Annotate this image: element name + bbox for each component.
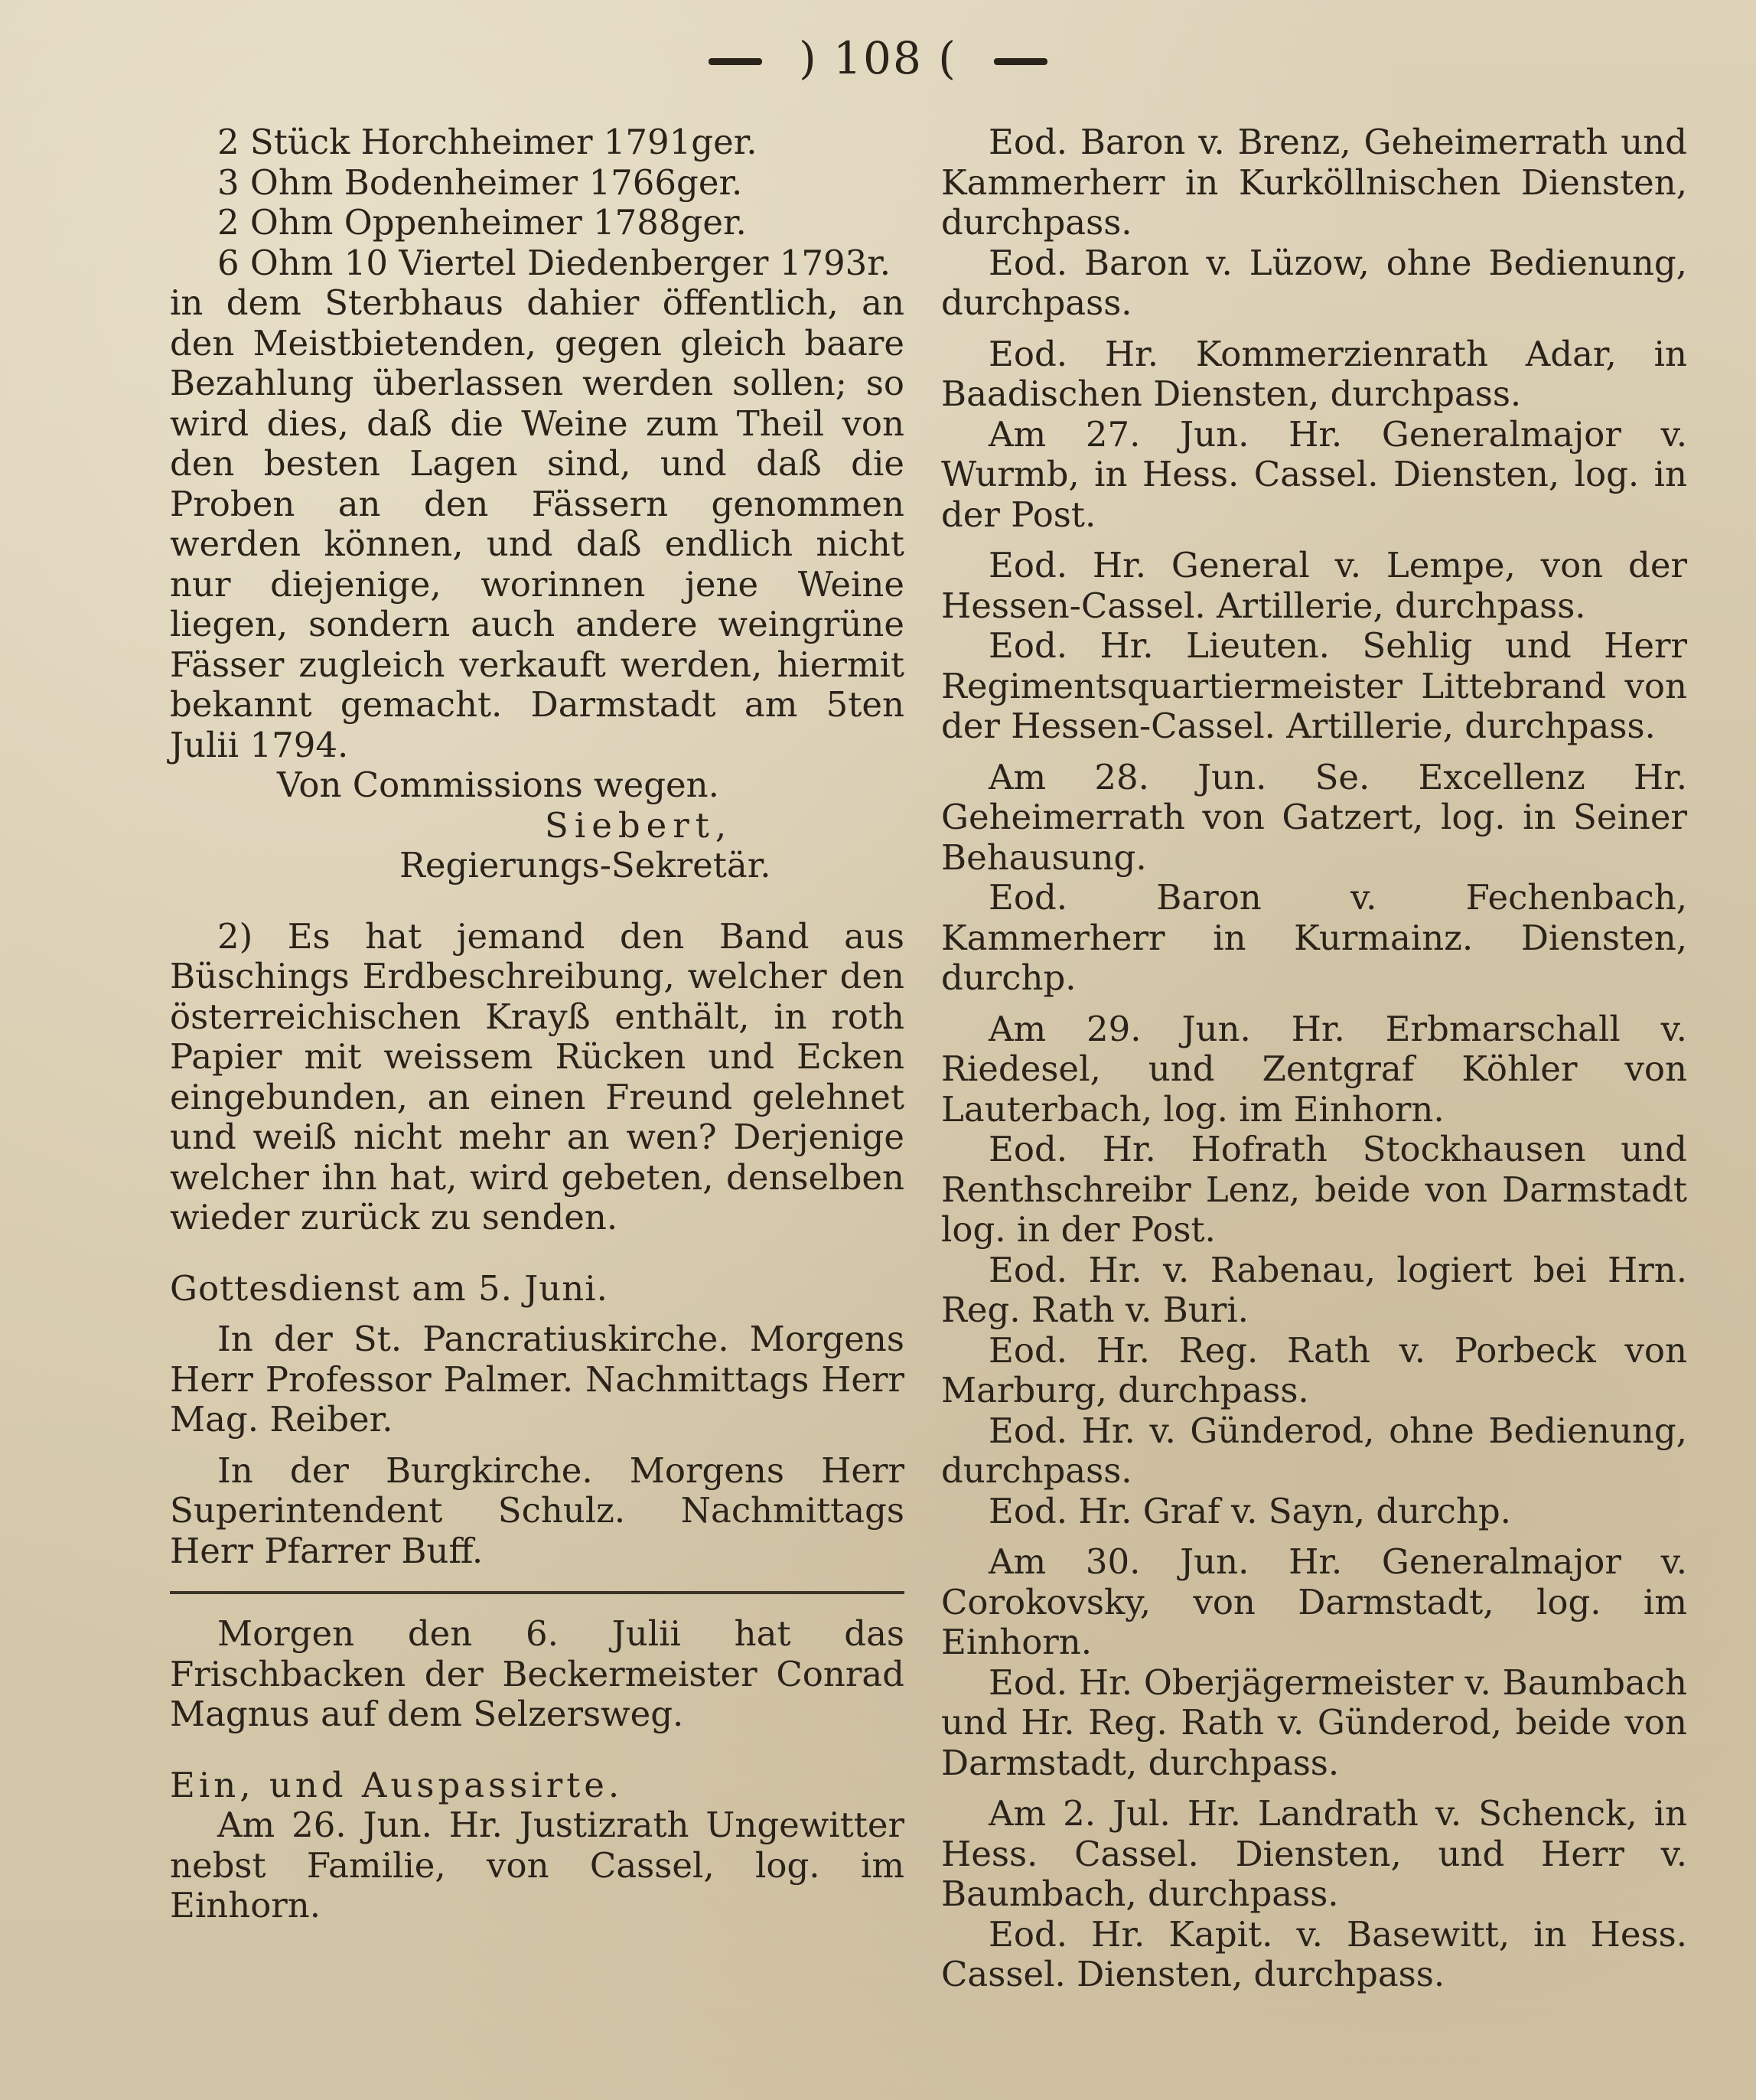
traveler-entry: Am 27. Jun. Hr. Generalmajor v. Wurmb, in Hess. Cassel. Diensten, log. in der Post. <box>941 413 1687 535</box>
traveler-entry: Eod. Hr. Lieuten. Sehlig und Herr Regimentsquartiermeister Littebrand von der Hessen-Cassel. Artillerie, durchpass. <box>941 625 1687 746</box>
header-dash-right <box>994 58 1047 65</box>
travelers-heading: Ein, und Auspassirte. <box>170 1764 624 1805</box>
left-column <box>170 122 904 1926</box>
baker-notice: Morgen den 6. Julii hat das Frischbacken der Beckermeister Conrad Magnus auf dem Selzersweg. <box>170 1613 904 1734</box>
header-dash-left <box>709 58 762 65</box>
traveler-entry: Am 30. Jun. Hr. Generalmajor v. Corokovsky, von Darmstadt, log. im Einhorn. <box>941 1541 1687 1662</box>
wine-list-item: 3 Ohm Bodenheimer 1766ger. <box>217 161 743 203</box>
page-number: ) 108 ( <box>799 32 957 84</box>
section-divider <box>170 1591 904 1594</box>
service-burgkirche: In der Burgkirche. Morgens Herr Superintendent Schulz. Nachmittags Herr Pfarrer Buff. <box>170 1449 904 1571</box>
signature-title: Regierungs-Sekretär. <box>399 845 771 885</box>
page-header <box>0 32 1756 84</box>
traveler-entry: Eod. Hr. v. Günderod, ohne Bedienung, durchpass. <box>941 1410 1687 1491</box>
traveler-entry: Eod. Hr. Kommerzienrath Adar, in Baadischen Diensten, durchpass. <box>941 333 1687 414</box>
traveler-entry: Eod. Hr. General v. Lempe, von der Hessen-Cassel. Artillerie, durchpass. <box>941 545 1687 626</box>
traveler-entry: Am 29. Jun. Hr. Erbmarschall v. Riedesel, und Zentgraf Köhler von Lauterbach, log. im Einhorn. <box>941 1008 1687 1130</box>
church-service-heading: Gottesdienst am 5. Juni. <box>170 1267 608 1309</box>
traveler-entry: Am 26. Jun. Hr. Justizrath Ungewitter nebst Familie, von Cassel, log. im Einhorn. <box>170 1805 904 1926</box>
traveler-entry: Eod. Hr. Oberjägermeister v. Baumbach und Hr. Reg. Rath v. Günderod, beide von Darmstadt, durchpass. <box>941 1661 1687 1783</box>
lost-book-notice: 2) Es hat jemand den Band aus Büschings Erdbeschreibung, welcher den österreichischen Krayß enthält, in roth Papier mit weissem Rücken und Ecken eingebunden, an einen Freund gelehnet und weiß nicht mehr an wen? Derjenige welcher ihn hat, wird gebeten, denselben wieder zurück zu senden. <box>170 915 904 1238</box>
traveler-entry: Eod. Hr. Graf v. Sayn, durchp. <box>989 1490 1511 1531</box>
wine-list <box>170 122 904 283</box>
right-column <box>941 122 1687 1995</box>
traveler-entry: Eod. Hr. Kapit. v. Basewitt, in Hess. Cassel. Diensten, durchpass. <box>941 1913 1687 1994</box>
wine-auction-notice: in dem Sterbhaus dahier öffentlich, an den Meistbietenden, gegen gleich baare Bezahlung überlassen werden sollen; so wird dies, daß die Weine zum Theil von den besten Lagen sind, und daß die Proben an den Fässern genommen werden können, und daß endlich nicht nur diejenige, worinnen jene Weine liegen, sondern auch andere weingrüne Fässer zugleich verkauft werden, hiermit bekannt gemacht. Darmstadt am 5ten Julii 1794. <box>170 282 904 765</box>
wine-list-item: 2 Ohm Oppenheimer 1788ger. <box>217 202 747 243</box>
traveler-entry: Am 2. Jul. Hr. Landrath v. Schenck, in Hess. Cassel. Diensten, und Herr v. Baumbach, durchpass. <box>941 1793 1687 1914</box>
service-pancratius: In der St. Pancratiuskirche. Morgens Herr Professor Palmer. Nachmittags Herr Mag. Reiber. <box>170 1319 904 1440</box>
signature-name: Siebert, <box>545 804 733 846</box>
wine-list-item: 6 Ohm 10 Viertel Diedenberger 1793r. <box>217 242 891 283</box>
traveler-entry: Eod. Baron v. Fechenbach, Kammerherr in Kurmainz. Diensten, durchp. <box>941 877 1687 998</box>
traveler-entry: Eod. Baron v. Brenz, Geheimerrath und Kammerherr in Kurköllnischen Diensten, durchpass. <box>941 122 1687 243</box>
traveler-entry: Eod. Hr. Hofrath Stockhausen und Renthschreibr Lenz, beide von Darmstadt log. in der Post. <box>941 1129 1687 1250</box>
signature-commission: Von Commissions wegen. <box>277 765 719 805</box>
wine-list-item: 2 Stück Horchheimer 1791ger. <box>217 122 757 162</box>
traveler-entry: Eod. Hr. v. Rabenau, logiert bei Hrn. Reg. Rath v. Buri. <box>941 1249 1687 1330</box>
traveler-entry: Am 28. Jun. Se. Excellenz Hr. Geheimerrath von Gatzert, log. in Seiner Behausung. <box>941 756 1687 878</box>
traveler-entry: Eod. Baron v. Lüzow, ohne Bedienung, durchpass. <box>941 242 1687 323</box>
traveler-entry: Eod. Hr. Reg. Rath v. Porbeck von Marburg, durchpass. <box>941 1329 1687 1410</box>
